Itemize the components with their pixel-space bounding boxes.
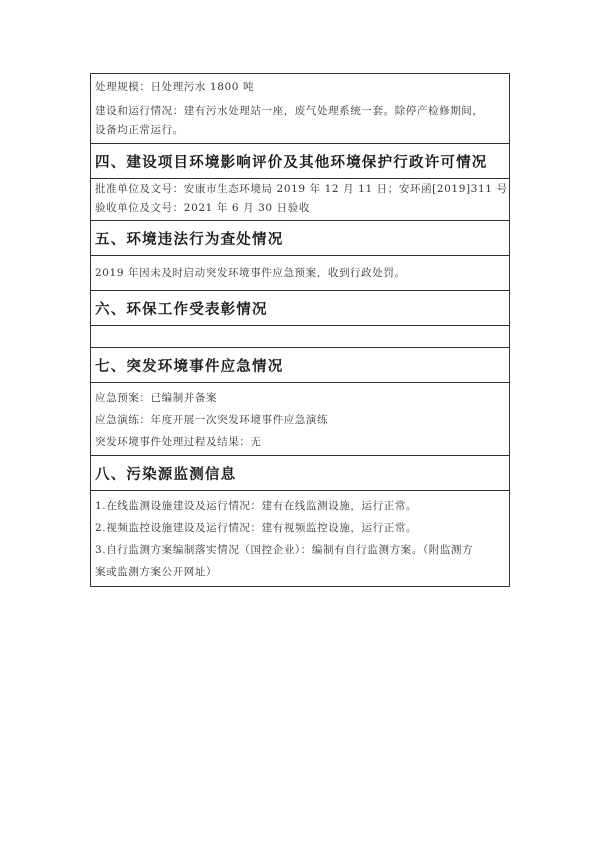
operation-status-line2: 设备均正常运行。 [95,124,184,136]
section8-heading [91,456,509,491]
section8-title: 八、污染源监测信息 [95,466,237,483]
approval-info: 批准单位及文号：安康市生态环境局 2019 年 12 月 11 日；安环函[2019]311 号 [95,183,508,195]
self-monitoring-line1: 3.自行监测方案编制落实情况（国控企业）：编制有自行监测方案。（附监测方 [95,544,474,556]
operation-status-line1: 建设和运行情况：建有污水处理站一座，废气处理系统一套。除停产检修期间， [95,105,484,117]
operation-block [91,74,509,144]
violation-record: 2019 年因未及时启动突发环境事件应急预案，收到行政处罚。 [95,266,406,279]
emergency-process: 突发环境事件处理过程及结果：无 [95,436,262,448]
section7-content [91,383,509,456]
section4-heading [91,144,509,179]
treatment-scale: 处理规模：日处理污水 1800 吨 [95,81,255,93]
emergency-drill: 应急演练：年度开展一次突发环境事件应急演练 [95,414,329,426]
section7-title: 七、突发环境事件应急情况 [95,358,284,375]
section4-title: 四、建设项目环境影响评价及其他环境保护行政许可情况 [95,154,488,171]
video-monitoring: 2.视频监控设施建设及运行情况：建有视频监控设施，运行正常。 [95,522,418,534]
section4-content [91,179,509,221]
section5-heading [91,221,509,256]
section6-content [91,326,509,348]
section6-title: 六、环保工作受表彰情况 [95,301,268,318]
info-table [90,73,510,587]
section6-heading [91,291,509,326]
online-monitoring: 1.在线监测设施建设及运行情况：建有在线监测设施，运行正常。 [95,500,418,512]
acceptance-info: 验收单位及文号：2021 年 6 月 30 日验收 [95,202,310,214]
self-monitoring-line2: 案或监测方案公开网址） [95,566,218,578]
section8-content [91,491,509,586]
section5-title: 五、环境违法行为查处情况 [95,231,284,248]
emergency-plan: 应急预案：已编制并备案 [95,392,218,404]
section7-heading [91,348,509,383]
section5-content [91,256,509,291]
